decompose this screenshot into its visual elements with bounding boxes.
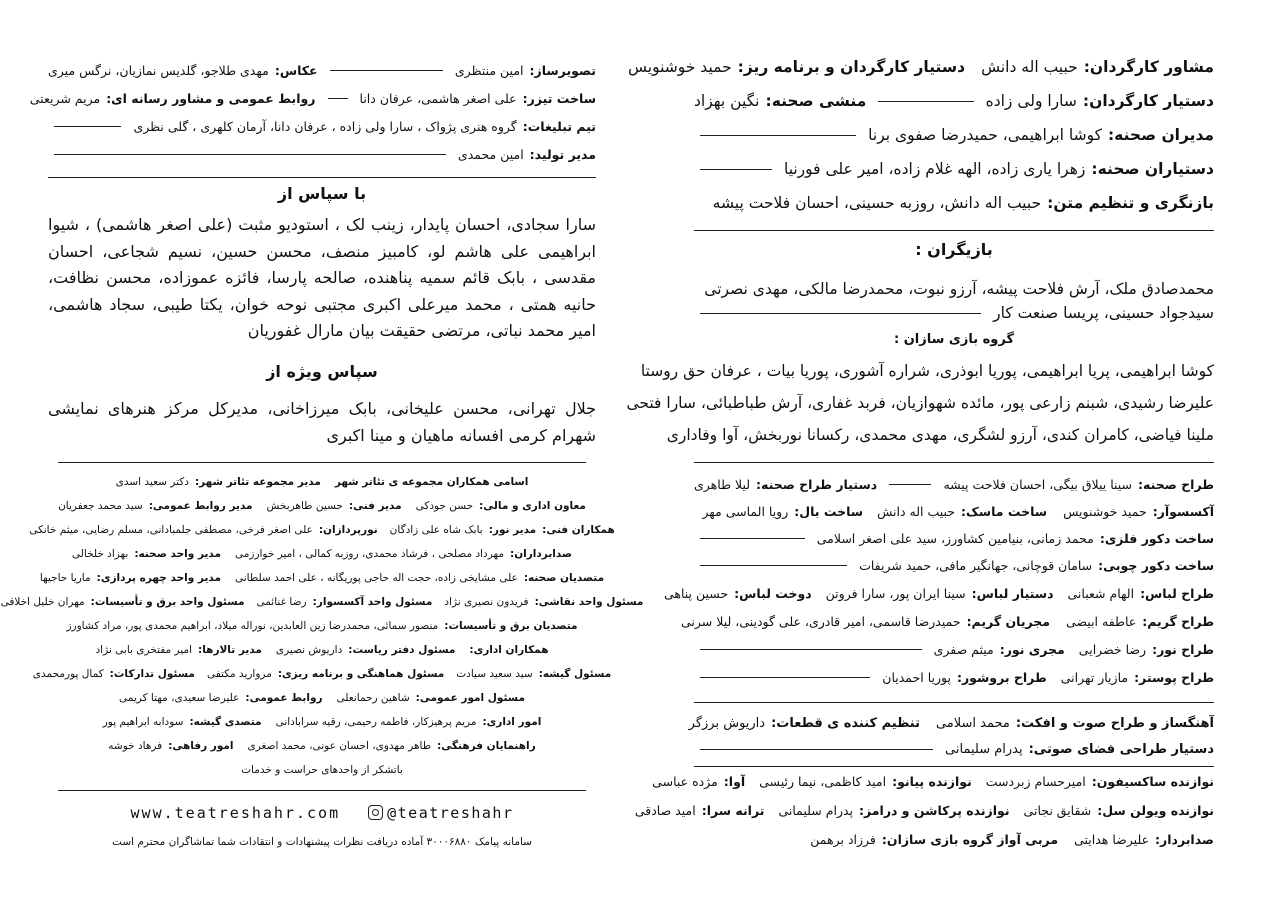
credit-name: نگین بهزاد: [694, 92, 760, 110]
credit-role: طراح لباس:: [1140, 586, 1214, 601]
divider: [694, 702, 1214, 703]
credit-line: [694, 160, 1214, 178]
staff-name: علی اصغر فرخی، مصطفی جلمبادانی، مسلم رضایی، میثم خانکی: [29, 524, 313, 536]
sms-notice: سامانه پیامک ۳۰۰۰۶۸۸۰ آماده دریافت نظرات پیشنهادات و انتقادات شما تماشاگران محترم است: [112, 836, 532, 848]
staff-thanks: باتشکر از واحدهای حراست و خدمات: [241, 764, 403, 776]
credit-line: [694, 126, 1214, 144]
chorus-line: [640, 362, 1214, 380]
credit-name: امید کاظمی، نیما رئیسی: [759, 774, 887, 789]
chorus-line: [666, 426, 1214, 444]
staff-role: امور رفاهی:: [168, 740, 234, 752]
credit-name: علیرضا هدایتی: [1074, 832, 1150, 847]
staff-role: مدیر مجموعه تئاتر شهر:: [194, 476, 321, 488]
staff-name: علیرضا سعیدی، مهتا کریمی: [119, 692, 240, 704]
staff-name: بابک شاه علی زادگان: [389, 524, 483, 536]
leader-line: [700, 649, 922, 650]
credit-role: آکسسوآر:: [1152, 504, 1214, 519]
thanks-text: سارا سجادی، احسان پایدار، زینب لک ، استودیو مثبت (علی اصغر هاشمی) ، شیوا ابراهیمی علی هاشم لو، کامبیز منصف، محسن حسین، نسیم شجاعی، احسان مقدسی ، بابک قائم سمیه پناهنده، صالحه پارسا، فائزه عموزاده، محسن نظافت، حانیه همتی ، محمد میرعلی اکبری مجتبی نوحه خوان، یکتا طیبی، سجاد هاشمی، امیر محمد نباتی، مرتضی حقیقت بیان مارال غفوریان: [48, 215, 596, 340]
leader-line: [889, 484, 931, 485]
credit-name: حمیدرضا قاسمی، امیر قادری، علی گودینی، لیلا سرنی: [681, 614, 961, 629]
credit-role: طراح پوستر:: [1134, 670, 1214, 685]
credit-role: ساخت دکور فلزی:: [1099, 531, 1214, 546]
credit-name: امین منتظری: [454, 63, 524, 78]
credit-role: نوازنده پرکاشن و درامز:: [859, 803, 1010, 818]
special-thanks-heading: سپاس ویژه از: [266, 362, 378, 381]
credit-name: گروه هنری پژواک ، سارا ولی زاده ، عرفان دانا، آرمان کلهری ، گلی نظری: [133, 119, 517, 134]
leader-line: [330, 70, 443, 71]
staff-line: [48, 764, 596, 776]
credit-name: حمید خوشنویس: [628, 58, 732, 76]
credit-name: پدرام سلیمانی: [778, 803, 854, 818]
staff-line: [48, 740, 596, 752]
credit-name: امید صادقی: [634, 803, 696, 818]
staff-name: کمال پورمحمدی: [32, 668, 104, 680]
instagram-text: @teatreshahr: [387, 804, 514, 822]
credit-line: [694, 504, 1214, 519]
credit-line: [694, 642, 1214, 657]
leader-line: [700, 169, 772, 170]
staff-role: مدیر روابط عمومی:: [148, 500, 253, 512]
special-thanks-text: جلال تهرانی، محسن علیخانی، بابک میرزاخانی، مدیرکل مرکز هنرهای نمایشی شهرام کرمی افسانه ماهیان و مینا اکبری: [48, 399, 596, 445]
staff-role: راهنمایان فرهنگی:: [437, 740, 536, 752]
credit-role: ساخت ماسک:: [961, 504, 1048, 519]
staff-role: مسئول واحد نقاشی:: [534, 596, 644, 608]
credit-line: [634, 803, 1214, 818]
credit-line: [688, 716, 1214, 731]
credit-name: حبیب اله دانش، روزبه حسینی، احسان فلاحت پیشه: [712, 194, 1042, 212]
staff-line: [48, 620, 596, 632]
credit-line: [694, 92, 1214, 110]
credit-role: ساخت بال:: [794, 504, 864, 519]
staff-role: معاون اداری و مالی:: [479, 500, 586, 512]
credit-name: حبیب اله دانش: [981, 58, 1078, 76]
staff-role: روابط عمومی:: [245, 692, 323, 704]
staff-line: [48, 644, 596, 656]
credit-name: حسین پناهی: [663, 586, 729, 601]
credit-name: مهدی طلاجو، گلدیس نمازیان، نرگس میری: [48, 63, 269, 78]
credit-name: امین محمدی: [457, 147, 524, 162]
staff-name: سید محمد جعفریان: [58, 500, 143, 512]
credit-name: محمد زمانی، بنیامین کشاورز، سید علی اصغر اسلامی: [816, 531, 1094, 546]
credit-role: دستیار کارگردان:: [1082, 92, 1214, 110]
staff-role: مسئول هماهنگی و برنامه ریزی:: [277, 668, 445, 680]
credit-name: سینا ایران پور، سارا فروتن: [825, 586, 966, 601]
credit-role: دستیاران صحنه:: [1091, 160, 1214, 178]
credit-role: طراح صحنه:: [1138, 477, 1214, 492]
staff-name: مریم پرهیزکار، فاطمه رحیمی، رقیه سرابادانی: [275, 716, 477, 728]
leader-line: [328, 98, 348, 99]
staff-line: [39, 572, 605, 584]
leader-line: [54, 154, 446, 155]
credit-line: [694, 558, 1214, 573]
credit-role: مدیر تولید:: [529, 147, 596, 162]
staff-role: امور اداری:: [482, 716, 542, 728]
leader-line: [700, 565, 847, 566]
credit-line: [694, 670, 1214, 685]
staff-name: منصور سمائی، محمدرضا زین العابدین، نوراله میلاد، ابراهیم محمدی پور، مراد کشاورز: [66, 620, 439, 632]
staff-name: فریدون نصیری نژاد: [444, 596, 529, 608]
staff-role: همکاران اداری:: [469, 644, 549, 656]
credit-role: مشاور کارگردان:: [1083, 58, 1214, 76]
thanks-heading: با سپاس از: [277, 184, 367, 203]
credit-role: دستیار طراحی فضای صوتی:: [1028, 742, 1214, 757]
credit-line: [694, 742, 1214, 757]
credit-line: [694, 194, 1214, 212]
credit-role: نوازنده ویولن سل:: [1097, 803, 1214, 818]
credit-line: [29, 91, 596, 106]
staff-name: حسن جودکی: [415, 500, 474, 512]
staff-role: مسئول واحد آکسسوار:: [312, 596, 433, 608]
staff-line: [0, 596, 644, 608]
staff-name: حسین طاهربخش: [266, 500, 343, 512]
actors-names: سیدجواد حسینی، پریسا صنعت کار: [993, 304, 1214, 322]
credit-line: [694, 832, 1214, 847]
credit-role: مجری نور:: [999, 642, 1065, 657]
staff-role: مسئول امور عمومی:: [415, 692, 525, 704]
contact-row: [48, 804, 596, 822]
leader-line: [700, 313, 981, 314]
credit-role: ساخت تیزر:: [522, 91, 596, 106]
actors-names: محمدصادق ملک، آرش فلاحت پیشه، آرزو نبوت، محمدرضا مالکی، مهدی نصرتی: [704, 280, 1214, 298]
credit-role: دستیار لباس:: [971, 586, 1054, 601]
credit-role: تصویرساز:: [529, 63, 596, 78]
credit-role: تیم تبلیغات:: [522, 119, 596, 134]
chorus-names: ملینا فیاضی، کامران کندی، آرزو لشگری، مهدی محمدی، رکسانا نوربخش، آوا وفاداری: [666, 426, 1214, 444]
staff-role: مدیر واحد صحنه:: [134, 548, 221, 560]
credit-name: میثم صفری: [933, 642, 994, 657]
credit-name: سارا ولی زاده: [985, 92, 1077, 110]
credit-role: طراح بروشور:: [956, 670, 1047, 685]
credit-role: دستیار کارگردان و برنامه ریز:: [737, 58, 966, 76]
divider: [58, 790, 586, 791]
credit-line: [694, 531, 1214, 546]
staff-line: [48, 500, 596, 512]
credit-role: آوا:: [723, 774, 746, 789]
credit-line: [694, 477, 1214, 492]
credit-role: منشی صحنه:: [765, 92, 867, 110]
actors-line: [694, 304, 1214, 322]
staff-name: علی مشایخی زاده، حجت اله حاجی پوریگانه ، علی احمد سلطانی: [234, 572, 518, 584]
staff-role: همکاران فنی:: [542, 524, 615, 536]
credit-name: حمید خوشنویس: [1063, 504, 1147, 519]
staff-name: امیر مفتخری بابی نژاد: [95, 644, 193, 656]
staff-line: [32, 668, 612, 680]
staff-line: [48, 476, 596, 488]
actors-line: [694, 280, 1214, 298]
staff-role: مدیر تالارها:: [198, 644, 262, 656]
leader-line: [700, 135, 856, 136]
credit-name: مژده عباسی: [652, 774, 718, 789]
instagram-handle[interactable]: [368, 804, 513, 822]
credit-name: امیرحسام زبردست: [985, 774, 1086, 789]
leader-line: [54, 126, 121, 127]
staff-name: مهران خلیل اخلاقی: [0, 596, 85, 608]
chorus-heading: گروه بازی سازان :: [893, 332, 1015, 347]
staff-name: سودابه ابراهیم پور: [102, 716, 184, 728]
credit-name: رویا الماسی مهر: [702, 504, 789, 519]
instagram-icon: [368, 805, 383, 820]
credit-name: محمد اسلامی: [935, 716, 1010, 731]
credit-name: پوریا احمدیان: [882, 670, 951, 685]
staff-role: مدیر واحد چهره پردازی:: [96, 572, 221, 584]
credit-name: داریوش برزگر: [688, 716, 766, 731]
credit-name: سینا ییلاق بیگی، احسان فلاحت پیشه: [943, 477, 1133, 492]
credit-role: ساخت دکور چوبی:: [1098, 558, 1214, 573]
credit-role: تنظیم کننده ی قطعات:: [771, 716, 920, 731]
credit-role: نوازنده ساکسیفون:: [1091, 774, 1214, 789]
staff-name: فرهاد خوشه: [108, 740, 163, 752]
leader-line: [700, 677, 870, 678]
credit-line: [652, 774, 1214, 789]
staff-role: صدابرداران:: [510, 548, 573, 560]
credit-role: طراح گریم:: [1142, 614, 1214, 629]
staff-role: نورپردازان:: [318, 524, 378, 536]
divider: [694, 230, 1214, 231]
credit-line: [681, 614, 1214, 629]
chorus-names: کوشا ابراهیمی، پریا ابراهیمی، پوریا ابوذری، شراره آشوری، پوریا بیات ، عرفان حق روستا: [640, 362, 1214, 380]
staff-name: ماریا حاجیها: [39, 572, 91, 584]
divider: [694, 462, 1214, 463]
staff-role: متصدیان برق و تأسیسات:: [444, 620, 578, 632]
staff-name: شاهین رحمانعلی: [336, 692, 410, 704]
credit-name: عاطفه ابیضی: [1066, 614, 1137, 629]
credit-role: روابط عمومی و مشاور رسانه ای:: [106, 91, 316, 106]
chorus-names: علیرضا رشیدی، شبنم زارعی پور، مائده شهوازیان، فربد غفاری، آرش طباطبائی، سارا فتحی: [626, 394, 1214, 412]
divider: [58, 462, 586, 463]
staff-role: متصدیان صحنه:: [523, 572, 605, 584]
credit-name: لیلا طاهری: [694, 477, 751, 492]
credit-role: مربی آواز گروه بازی سازان:: [881, 832, 1059, 847]
staff-line: [48, 548, 596, 560]
credit-role: نوازنده پیانو:: [892, 774, 972, 789]
credit-name: رضا خضرایی: [1078, 642, 1147, 657]
staff-line: [29, 524, 615, 536]
credit-role: دستیار طراح صحنه:: [756, 477, 878, 492]
credit-role: دوخت لباس:: [734, 586, 812, 601]
credit-name: زهرا یاری زاده، الهه غلام زاده، امیر علی فورنیا: [783, 160, 1086, 178]
staff-role: مدیر فنی:: [348, 500, 402, 512]
credit-line: [628, 58, 1214, 76]
staff-role: اسامی همکاران مجموعه ی تئاتر شهر: [334, 476, 529, 488]
credit-role: ترانه سرا:: [701, 803, 765, 818]
credit-name: شقایق نجاتی: [1023, 803, 1092, 818]
website-link[interactable]: www.teatreshahr.com: [130, 804, 341, 822]
staff-role: مسئول واحد برق و تأسیسات:: [90, 596, 245, 608]
staff-role: متصدی گیشه:: [189, 716, 262, 728]
leader-line: [700, 538, 805, 539]
leader-line: [878, 101, 973, 102]
credit-line: [663, 586, 1214, 601]
credit-role: آهنگساز و طراح صوت و افکت:: [1015, 716, 1214, 731]
credit-name: سامان قوچانی، جهانگیر مافی، حمید شریفات: [859, 558, 1093, 573]
credit-name: پدرام سلیمانی: [945, 742, 1023, 757]
credit-name: علی اصغر هاشمی، عرفان دانا: [359, 91, 517, 106]
staff-line: [48, 716, 596, 728]
chorus-line: [626, 394, 1214, 412]
staff-name: رضا غنائمی: [256, 596, 307, 608]
staff-role: مسئول دفتر ریاست:: [348, 644, 456, 656]
credit-name: مازیار تهرانی: [1060, 670, 1129, 685]
staff-role: مسئول تدارکات:: [109, 668, 195, 680]
actors-heading: بازیگران :: [915, 240, 993, 259]
credit-name: حبیب اله دانش: [877, 504, 955, 519]
staff-role: مسئول گیشه:: [538, 668, 612, 680]
divider: [48, 177, 596, 178]
staff-role: مدیر نور:: [488, 524, 537, 536]
leader-line: [700, 749, 933, 750]
staff-line: [48, 692, 596, 704]
credit-role: مدیران صحنه:: [1107, 126, 1214, 144]
credit-role: طراح نور:: [1152, 642, 1214, 657]
staff-name: مهرداد مصلحی ، فرشاد محمدی، روزبه کمالی ، امیر خوارزمی: [235, 548, 504, 560]
staff-name: بهزاد خلخالی: [71, 548, 129, 560]
credit-name: الهام شعبانی: [1067, 586, 1135, 601]
credit-name: فرزاد برهمن: [810, 832, 876, 847]
credit-line: [48, 147, 596, 162]
credit-name: مریم شریعتی: [29, 91, 101, 106]
divider: [694, 766, 1214, 767]
staff-name: داریوش نصیری: [275, 644, 343, 656]
credit-line: [48, 63, 596, 78]
staff-name: طاهر مهدوی، احسان عونی، محمد اصغری: [247, 740, 432, 752]
credit-role: مجریان گریم:: [966, 614, 1051, 629]
credit-name: کوشا ابراهیمی، حمیدرضا صفوی برنا: [868, 126, 1102, 144]
staff-name: دکتر سعید اسدی: [115, 476, 189, 488]
credit-role: عکاس:: [274, 63, 318, 78]
credit-role: صدابردار:: [1155, 832, 1214, 847]
staff-name: مروارید مکتفی: [206, 668, 272, 680]
credit-role: بازنگری و تنظیم متن:: [1047, 194, 1214, 212]
staff-name: سید سعید سیادت: [456, 668, 533, 680]
credit-line: [48, 119, 596, 134]
